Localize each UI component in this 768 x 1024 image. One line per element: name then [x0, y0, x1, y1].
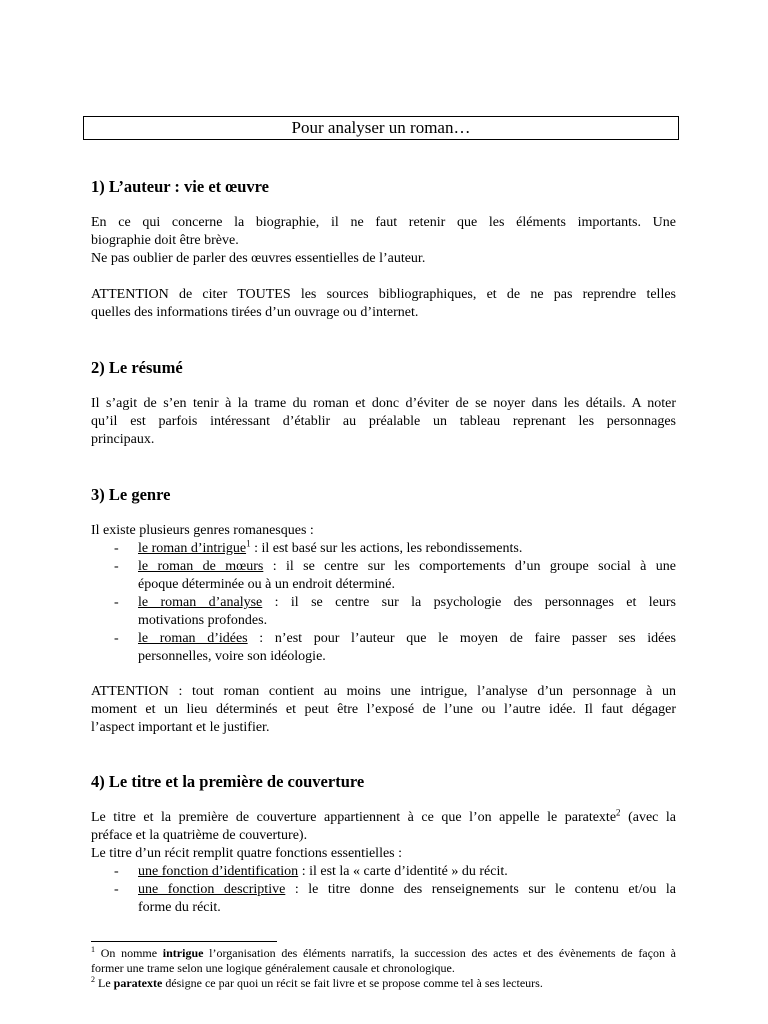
bullet-dash: - [114, 864, 119, 879]
term: une fonction descriptive [138, 882, 286, 897]
term: le roman d’idées [138, 631, 248, 646]
footnote-number: 2 [91, 975, 95, 984]
text-run: (avec la [620, 810, 676, 825]
section-1-paragraph-1 [91, 214, 676, 268]
list-item [91, 881, 676, 917]
footnote-number: 1 [91, 945, 95, 954]
item-text: forme du récit. [138, 900, 221, 915]
text-line: Il s’agit de s’en tenir à la trame du roman et donc d’éviter de se noyer dans les détails. A noter [91, 396, 676, 411]
bullet-dash: - [114, 595, 119, 610]
item-text: : il est la « carte d’identité » du récit. [298, 864, 508, 879]
footnote-1 [91, 946, 676, 961]
footnotes [91, 946, 676, 991]
text-line: Le titre d’un récit remplit quatre fonctions essentielles : [91, 846, 403, 861]
text-line: ATTENTION de citer TOUTES les sources bibliographiques, et de ne pas reprendre telles [91, 287, 676, 302]
section-1-paragraph-2 [91, 286, 676, 322]
text-line: qu’il est parfois intéressant d’établir au préalable un tableau reprenant les personnages [91, 414, 676, 429]
footnote-ref: 1 [246, 538, 251, 549]
page-title: Pour analyser un roman… [83, 116, 679, 140]
section-1-heading: 1) L’auteur : vie et œuvre [91, 177, 269, 196]
text-line: moment et un lieu déterminés et peut être l’exposé de l’une ou l’autre idée. Il faut dégager [91, 702, 676, 717]
term: une fonction d’identification [138, 864, 299, 879]
bullet-dash: - [114, 559, 119, 574]
section-3-paragraph-2 [91, 683, 676, 737]
text-run: On nomme [95, 946, 163, 960]
item-text: : le titre donne des renseignements sur le contenu et/ou la [285, 882, 677, 897]
footnote-term: paratexte [113, 976, 163, 990]
term: le roman d’analyse [138, 595, 263, 610]
item-text: : il se centre sur les comportements d’un groupe social à une [263, 559, 676, 574]
section-3-intro [91, 522, 676, 540]
section-4-heading: 4) Le titre et la première de couverture [91, 772, 365, 791]
text-line: l’aspect important et le justifier. [91, 720, 270, 735]
term: le roman d’intrigue [138, 541, 247, 556]
footnote-1-line-2: former une trame selon une logique généralement causale et chronologique. [91, 961, 455, 975]
footnote-separator [91, 941, 277, 942]
bullet-dash: - [114, 541, 119, 556]
text-run: Le [95, 976, 114, 990]
text-line: préface et la quatrième de couverture). [91, 828, 308, 843]
item-text: époque déterminée ou à un endroit déterminé. [138, 577, 395, 592]
section-2-paragraph-1 [91, 395, 676, 449]
term: le roman de mœurs [138, 559, 264, 574]
item-text: personnelles, voire son idéologie. [138, 649, 326, 664]
list-item [91, 630, 676, 666]
text-run: l’organisation des éléments narratifs, la succession des actes et des évènements de façon à [203, 946, 676, 960]
item-text: : il se centre sur la psychologie des personnages et leurs [262, 595, 676, 610]
item-text: : n’est pour l’auteur que le moyen de faire passer ses idées [247, 631, 677, 646]
bullet-dash: - [114, 882, 119, 897]
list-item [91, 558, 676, 594]
section-4-paragraph-1 [91, 809, 676, 863]
list-item [91, 863, 676, 881]
section-3-heading: 3) Le genre [91, 485, 171, 504]
title-functions-list [91, 863, 676, 917]
text-line: En ce qui concerne la biographie, il ne faut retenir que les éléments importants. Une [91, 215, 676, 230]
bullet-dash: - [114, 631, 119, 646]
list-item [91, 540, 676, 558]
footnote-2 [91, 976, 676, 991]
footnote-ref: 2 [616, 807, 621, 818]
text-line: Il existe plusieurs genres romanesques : [91, 523, 314, 538]
list-item [91, 594, 676, 630]
item-text: : il est basé sur les actions, les rebondissements. [250, 541, 523, 556]
text-run: désigne ce par quoi un récit se fait livre et se propose comme tel à ses lecteurs. [162, 976, 543, 990]
item-text: motivations profondes. [138, 613, 268, 628]
genre-list [91, 540, 676, 666]
section-2-heading: 2) Le résumé [91, 358, 183, 377]
text-line: biographie doit être brève. [91, 233, 239, 248]
text-run: Le titre et la première de couverture appartiennent à ce que l’on appelle le paratexte [91, 810, 617, 825]
text-line: Ne pas oublier de parler des œuvres essentielles de l’auteur. [91, 251, 426, 266]
text-line: quelles des informations tirées d’un ouvrage ou d’internet. [91, 305, 419, 320]
text-line: ATTENTION : tout roman contient au moins une intrigue, l’analyse d’un personnage à un [91, 684, 676, 699]
text-line: principaux. [91, 432, 155, 447]
text-line [91, 809, 676, 827]
footnote-term: intrigue [162, 946, 204, 960]
